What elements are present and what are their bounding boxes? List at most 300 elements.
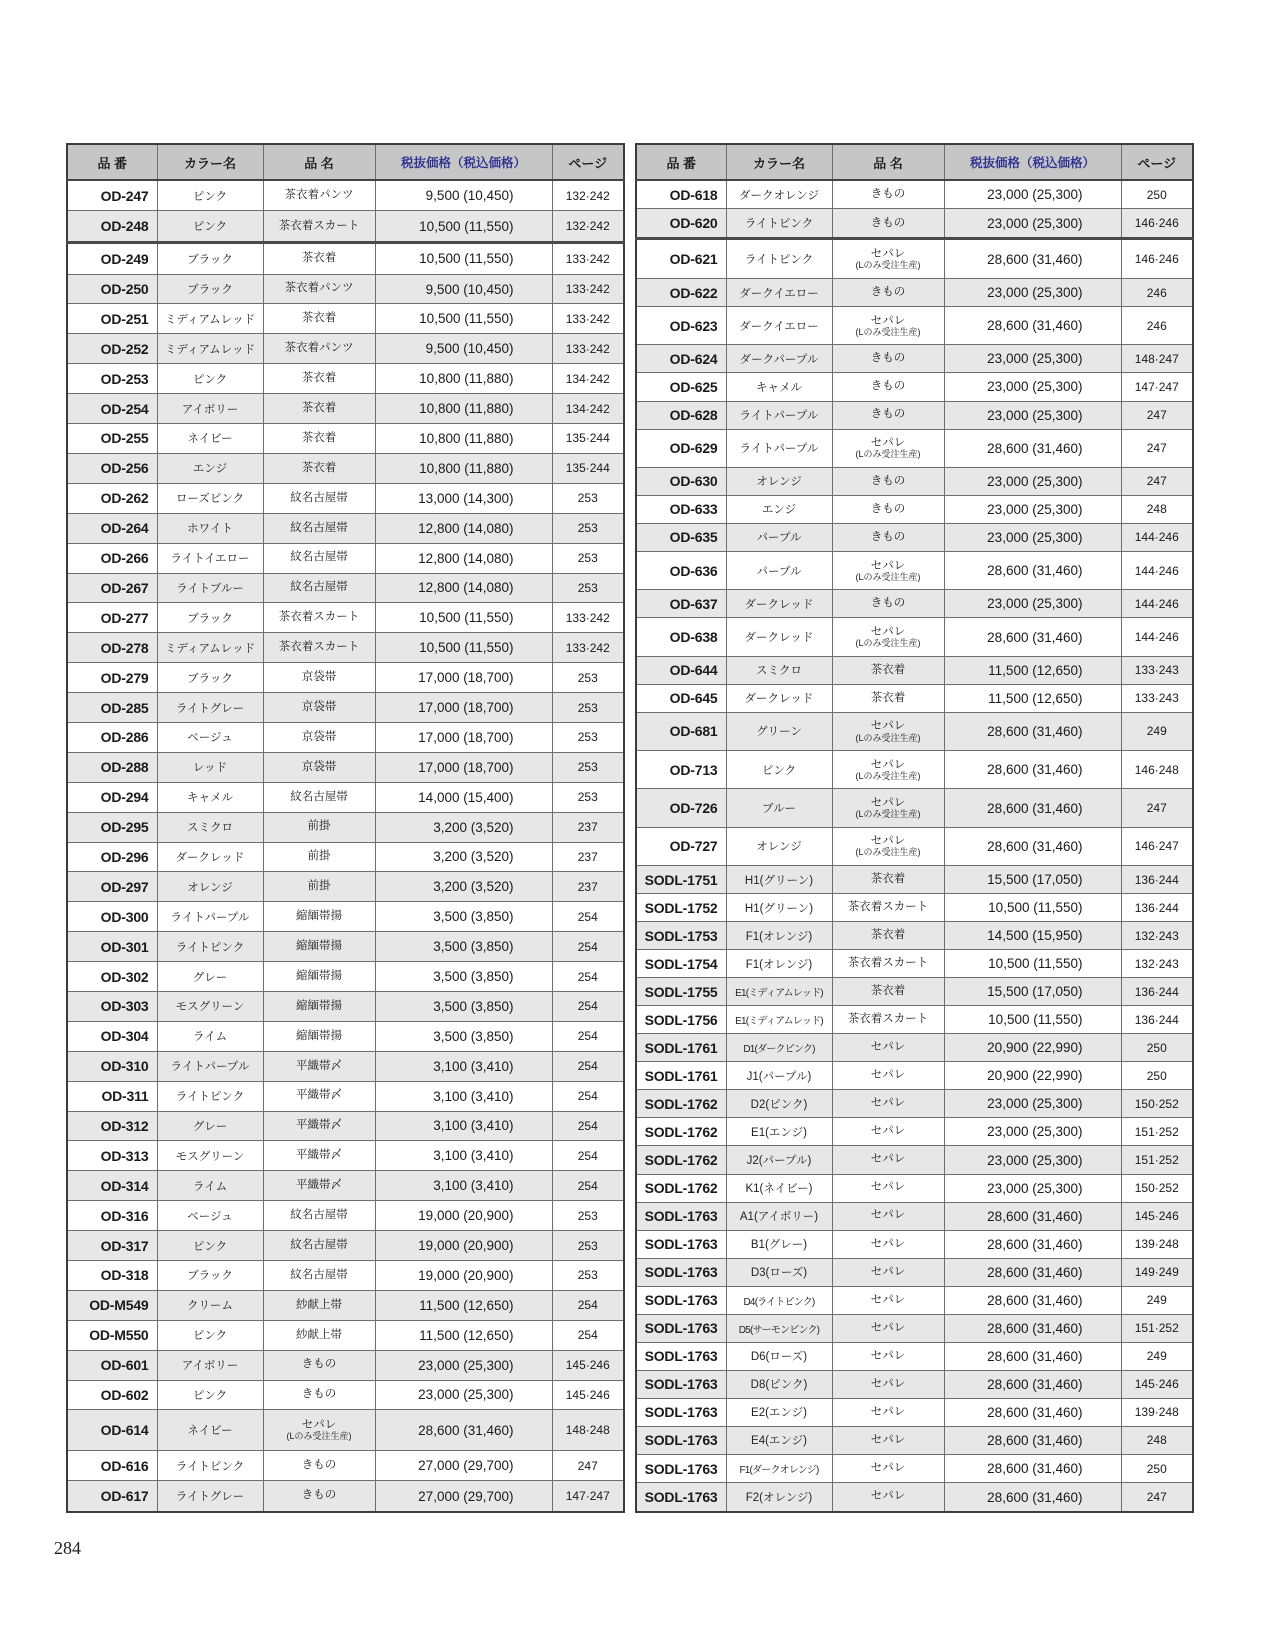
product-number: OD-638 [636, 618, 726, 656]
color-name: ネイビー [157, 1410, 263, 1451]
color-name: ライトピンク [157, 1081, 263, 1111]
product-number: OD-681 [636, 712, 726, 750]
product-name: 茶衣着 [263, 394, 375, 424]
table-row [636, 1146, 1193, 1174]
price-value: 23,000 (25,300) [375, 1380, 552, 1410]
color-name: B1(グレー) [726, 1230, 832, 1258]
color-name: エンジ [157, 453, 263, 483]
page-reference: 249 [1121, 712, 1193, 750]
product-number: SODL-1752 [636, 894, 726, 922]
product-name: セパレ [832, 1202, 944, 1230]
page-reference: 151·252 [1121, 1314, 1193, 1342]
product-name: 縮緬帯揚 [263, 962, 375, 992]
product-number: OD-310 [67, 1051, 157, 1081]
color-name: ライトイエロー [157, 543, 263, 573]
table-row [67, 334, 624, 364]
table-row [636, 307, 1193, 345]
page-reference: 249 [1121, 1342, 1193, 1370]
color-name: E1(エンジ) [726, 1118, 832, 1146]
table-row [636, 1370, 1193, 1398]
table-row [67, 304, 624, 334]
product-number: OD-266 [67, 543, 157, 573]
column-header-price: 税抜価格（税込価格） [375, 144, 552, 180]
product-name: セパレ [832, 1034, 944, 1062]
price-value: 28,600 (31,460) [944, 827, 1121, 865]
color-name: ライム [157, 1171, 263, 1201]
table-row [67, 1410, 624, 1451]
table-header-row [636, 144, 1193, 180]
page-reference: 135·244 [552, 424, 624, 454]
price-value: 19,000 (20,900) [375, 1231, 552, 1261]
page-reference: 254 [552, 991, 624, 1021]
price-value: 3,500 (3,850) [375, 1021, 552, 1051]
page-number: 284 [54, 1538, 81, 1558]
page-reference: 254 [552, 962, 624, 992]
price-value: 20,900 (22,990) [944, 1062, 1121, 1090]
price-value: 14,000 (15,400) [375, 782, 552, 812]
page-reference: 146·247 [1121, 827, 1193, 865]
price-value: 3,500 (3,850) [375, 932, 552, 962]
page-reference: 253 [552, 573, 624, 603]
product-number: OD-637 [636, 590, 726, 618]
price-value: 12,800 (14,080) [375, 543, 552, 573]
product-number: OD-254 [67, 394, 157, 424]
price-value: 28,600 (31,460) [944, 1314, 1121, 1342]
column-header-color-name: カラー名 [726, 144, 832, 180]
table-row [67, 932, 624, 962]
price-value: 3,500 (3,850) [375, 962, 552, 992]
color-name: レッド [157, 752, 263, 782]
product-name: 紗献上帯 [263, 1320, 375, 1350]
color-name: ミディアムレッド [157, 334, 263, 364]
product-number: SODL-1761 [636, 1062, 726, 1090]
page-reference: 247 [1121, 401, 1193, 429]
price-value: 28,600 (31,460) [944, 239, 1121, 279]
product-name: きもの [263, 1451, 375, 1481]
color-name: ネイビー [157, 424, 263, 454]
table-row [67, 722, 624, 752]
table-row [636, 789, 1193, 827]
product-number: OD-726 [636, 789, 726, 827]
table-row [636, 751, 1193, 789]
product-number: SODL-1753 [636, 922, 726, 950]
product-name: 茶衣着 [263, 242, 375, 274]
product-name: 紋名古屋帯 [263, 1201, 375, 1231]
color-name: ベージュ [157, 1201, 263, 1231]
page-reference: 134·242 [552, 364, 624, 394]
color-name: ブルー [726, 789, 832, 827]
price-value: 28,600 (31,460) [944, 1202, 1121, 1230]
page-reference: 253 [552, 1231, 624, 1261]
page-reference: 133·242 [552, 633, 624, 663]
product-number: OD-253 [67, 364, 157, 394]
table-row [67, 902, 624, 932]
product-name: 茶衣着 [832, 978, 944, 1006]
product-number: OD-296 [67, 842, 157, 872]
table-row [67, 1260, 624, 1290]
price-value: 11,500 (12,650) [944, 684, 1121, 712]
color-name: ミディアムレッド [157, 633, 263, 663]
color-name: キャメル [157, 782, 263, 812]
page-reference: 133·242 [552, 242, 624, 274]
product-name: 縮緬帯揚 [263, 902, 375, 932]
product-number: SODL-1763 [636, 1483, 726, 1512]
page-reference: 149·249 [1121, 1258, 1193, 1286]
product-name: セパレ [832, 1090, 944, 1118]
table-row [636, 590, 1193, 618]
price-value: 23,000 (25,300) [944, 1174, 1121, 1202]
price-value: 28,600 (31,460) [944, 751, 1121, 789]
product-number: SODL-1762 [636, 1090, 726, 1118]
product-name: きもの [263, 1481, 375, 1512]
page-reference: 253 [552, 722, 624, 752]
price-value: 28,600 (31,460) [944, 1398, 1121, 1426]
price-value: 17,000 (18,700) [375, 722, 552, 752]
color-name: ベージュ [157, 722, 263, 752]
product-number: SODL-1763 [636, 1314, 726, 1342]
product-name: きもの [832, 523, 944, 551]
table-row [67, 364, 624, 394]
page-reference: 132·243 [1121, 950, 1193, 978]
product-number: OD-301 [67, 932, 157, 962]
page-reference: 253 [552, 513, 624, 543]
product-number: OD-621 [636, 239, 726, 279]
table-row [636, 712, 1193, 750]
page-reference: 139·248 [1121, 1398, 1193, 1426]
price-value: 3,100 (3,410) [375, 1171, 552, 1201]
table-row [67, 872, 624, 902]
price-value: 23,000 (25,300) [944, 495, 1121, 523]
product-number: OD-311 [67, 1081, 157, 1111]
price-value: 15,500 (17,050) [944, 866, 1121, 894]
product-number: OD-313 [67, 1141, 157, 1171]
product-number: OD-625 [636, 373, 726, 401]
price-value: 28,600 (31,460) [944, 1230, 1121, 1258]
product-name: 茶衣着スカート [263, 603, 375, 633]
color-name: オレンジ [157, 872, 263, 902]
product-name: 紋名古屋帯 [263, 483, 375, 513]
page-reference: 253 [552, 543, 624, 573]
product-name: 茶衣着パンツ [263, 274, 375, 304]
price-value: 12,800 (14,080) [375, 573, 552, 603]
table-row [636, 1174, 1193, 1202]
table-row [636, 1314, 1193, 1342]
color-name: ピンク [157, 211, 263, 243]
product-number: SODL-1763 [636, 1455, 726, 1483]
price-value: 10,500 (11,550) [375, 242, 552, 274]
color-name: ダークオレンジ [726, 180, 832, 209]
color-name: オレンジ [726, 467, 832, 495]
product-number: SODL-1762 [636, 1118, 726, 1146]
product-number: OD-295 [67, 812, 157, 842]
color-name: A1(アイボリー) [726, 1202, 832, 1230]
product-number: SODL-1751 [636, 866, 726, 894]
page-reference: 237 [552, 812, 624, 842]
table-row [636, 827, 1193, 865]
column-header-color-name: カラー名 [157, 144, 263, 180]
product-name: きもの [832, 209, 944, 239]
product-number: OD-288 [67, 752, 157, 782]
page-reference: 254 [552, 1051, 624, 1081]
price-value: 10,800 (11,880) [375, 453, 552, 483]
color-name: キャメル [726, 373, 832, 401]
table-row [67, 1231, 624, 1261]
page-reference: 139·248 [1121, 1230, 1193, 1258]
color-name: J2(パープル) [726, 1146, 832, 1174]
color-name: アイボリー [157, 1350, 263, 1380]
table-row [636, 279, 1193, 307]
price-value: 23,000 (25,300) [944, 345, 1121, 373]
color-name: K1(ネイビー) [726, 1174, 832, 1202]
page-reference: 253 [552, 693, 624, 723]
product-name: 茶衣着 [832, 684, 944, 712]
table-row [636, 978, 1193, 1006]
color-name: D3(ローズ) [726, 1258, 832, 1286]
table-row [636, 1090, 1193, 1118]
color-name: E1(ミディアムレッド) [726, 1006, 832, 1034]
product-name: セパレ (Lのみ受注生産) [832, 712, 944, 750]
product-number: OD-317 [67, 1231, 157, 1261]
table-row [67, 543, 624, 573]
color-name: クリーム [157, 1290, 263, 1320]
page-reference: 151·252 [1121, 1118, 1193, 1146]
product-name: 茶衣着パンツ [263, 334, 375, 364]
price-table-left [66, 143, 625, 1513]
product-name: セパレ (Lのみ受注生産) [832, 618, 944, 656]
color-name: ミディアムレッド [157, 304, 263, 334]
price-value: 20,900 (22,990) [944, 1034, 1121, 1062]
page-reference: 133·243 [1121, 684, 1193, 712]
price-table-right [635, 143, 1194, 1513]
color-name: E4(エンジ) [726, 1426, 832, 1454]
product-number: SODL-1756 [636, 1006, 726, 1034]
order-note: (Lのみ受注生産) [855, 770, 921, 781]
product-number: SODL-1755 [636, 978, 726, 1006]
product-number: OD-312 [67, 1111, 157, 1141]
product-number: OD-629 [636, 429, 726, 467]
table-row [636, 1118, 1193, 1146]
page-reference: 247 [1121, 467, 1193, 495]
color-name: ピンク [157, 180, 263, 211]
product-number: OD-279 [67, 663, 157, 693]
table-row [636, 467, 1193, 495]
table-row [67, 424, 624, 454]
table-row [67, 1481, 624, 1512]
color-name: ライトピンク [726, 209, 832, 239]
color-name: パープル [726, 552, 832, 590]
color-name: ピンク [157, 1320, 263, 1350]
table-row [67, 1141, 624, 1171]
price-value: 10,800 (11,880) [375, 364, 552, 394]
table-row [636, 523, 1193, 551]
table-row [67, 513, 624, 543]
product-number: OD-247 [67, 180, 157, 211]
table-row [67, 663, 624, 693]
page-reference: 136·244 [1121, 978, 1193, 1006]
product-name: 茶衣着スカート [832, 1006, 944, 1034]
color-name: ライトパープル [726, 401, 832, 429]
page-reference: 133·243 [1121, 656, 1193, 684]
product-number: OD-M549 [67, 1290, 157, 1320]
product-number: OD-617 [67, 1481, 157, 1512]
table-row [67, 394, 624, 424]
color-name: ピンク [726, 751, 832, 789]
table-row [67, 633, 624, 663]
product-number: OD-614 [67, 1410, 157, 1451]
price-value: 10,500 (11,550) [375, 603, 552, 633]
price-value: 27,000 (29,700) [375, 1481, 552, 1512]
product-name: 紋名古屋帯 [263, 543, 375, 573]
page-reference: 145·246 [1121, 1370, 1193, 1398]
table-row [67, 1111, 624, 1141]
color-name: ライトパープル [726, 429, 832, 467]
product-number: OD-251 [67, 304, 157, 334]
product-name: 紋名古屋帯 [263, 782, 375, 812]
page-reference: 132·242 [552, 180, 624, 211]
product-name: セパレ [832, 1286, 944, 1314]
price-value: 23,000 (25,300) [944, 1146, 1121, 1174]
product-name: 前掛 [263, 842, 375, 872]
product-number: OD-294 [67, 782, 157, 812]
page-reference: 145·246 [552, 1380, 624, 1410]
product-name: 前掛 [263, 812, 375, 842]
color-name: ライトグレー [157, 1481, 263, 1512]
price-value: 9,500 (10,450) [375, 274, 552, 304]
price-value: 23,000 (25,300) [944, 373, 1121, 401]
color-name: モスグリーン [157, 991, 263, 1021]
product-name: 平織帯〆 [263, 1141, 375, 1171]
product-number: OD-727 [636, 827, 726, 865]
page-reference: 134·242 [552, 394, 624, 424]
order-note: (Lのみ受注生産) [286, 1431, 352, 1442]
product-name: セパレ (Lのみ受注生産) [832, 827, 944, 865]
table-row [67, 242, 624, 274]
page-reference: 253 [552, 782, 624, 812]
product-name: 平織帯〆 [263, 1111, 375, 1141]
product-number: OD-248 [67, 211, 157, 243]
table-row [636, 1455, 1193, 1483]
table-header-row [67, 144, 624, 180]
color-name: ローズピンク [157, 483, 263, 513]
color-name: パープル [726, 523, 832, 551]
color-name: ライトブルー [157, 573, 263, 603]
price-value: 28,600 (31,460) [944, 618, 1121, 656]
product-name: きもの [832, 590, 944, 618]
color-name: ホワイト [157, 513, 263, 543]
page-reference: 249 [1121, 1286, 1193, 1314]
product-name: 京袋帯 [263, 663, 375, 693]
color-name: グレー [157, 962, 263, 992]
table-row [636, 429, 1193, 467]
product-number: OD-633 [636, 495, 726, 523]
price-value: 10,800 (11,880) [375, 424, 552, 454]
page-reference: 144·246 [1121, 618, 1193, 656]
product-number: OD-304 [67, 1021, 157, 1051]
table-row [636, 345, 1193, 373]
price-value: 17,000 (18,700) [375, 693, 552, 723]
page-reference: 248 [1121, 495, 1193, 523]
table-row [67, 1290, 624, 1320]
product-name: きもの [832, 373, 944, 401]
product-name: きもの [832, 345, 944, 373]
table-row [636, 495, 1193, 523]
page-reference: 150·252 [1121, 1090, 1193, 1118]
price-value: 28,600 (31,460) [944, 552, 1121, 590]
color-name: E1(ミディアムレッド) [726, 978, 832, 1006]
product-number: OD-314 [67, 1171, 157, 1201]
table-row [67, 1021, 624, 1051]
product-number: SODL-1763 [636, 1398, 726, 1426]
product-number: OD-252 [67, 334, 157, 364]
color-name: ブラック [157, 1260, 263, 1290]
price-value: 28,600 (31,460) [944, 1258, 1121, 1286]
product-name: セパレ [832, 1258, 944, 1286]
product-name: きもの [263, 1380, 375, 1410]
table-row [636, 1342, 1193, 1370]
table-row [636, 552, 1193, 590]
color-name: D4(ライトピンク) [726, 1286, 832, 1314]
product-number: OD-616 [67, 1451, 157, 1481]
page-reference: 144·246 [1121, 523, 1193, 551]
column-header-product-name: 品 名 [263, 144, 375, 180]
page-reference: 248 [1121, 1426, 1193, 1454]
price-value: 23,000 (25,300) [944, 209, 1121, 239]
product-name: 平織帯〆 [263, 1171, 375, 1201]
page-reference: 254 [552, 1141, 624, 1171]
product-name: 平織帯〆 [263, 1081, 375, 1111]
price-value: 10,500 (11,550) [944, 894, 1121, 922]
product-number: OD-623 [636, 307, 726, 345]
product-name: きもの [832, 495, 944, 523]
product-number: OD-250 [67, 274, 157, 304]
product-number: OD-M550 [67, 1320, 157, 1350]
color-name: ダークパープル [726, 345, 832, 373]
color-name: D1(ダークピンク) [726, 1034, 832, 1062]
product-number: OD-636 [636, 552, 726, 590]
page-reference: 250 [1121, 1062, 1193, 1090]
color-name: ダークレッド [726, 590, 832, 618]
color-name: ダークレッド [157, 842, 263, 872]
product-name: きもの [832, 401, 944, 429]
price-value: 14,500 (15,950) [944, 922, 1121, 950]
color-name: グリーン [726, 712, 832, 750]
color-name: D2(ピンク) [726, 1090, 832, 1118]
product-number: OD-264 [67, 513, 157, 543]
table-row [67, 1051, 624, 1081]
price-value: 19,000 (20,900) [375, 1201, 552, 1231]
page-reference: 133·242 [552, 603, 624, 633]
table-row [67, 453, 624, 483]
color-name: ピンク [157, 1231, 263, 1261]
color-name: H1(グリーン) [726, 894, 832, 922]
product-name: 茶衣着 [832, 656, 944, 684]
column-header-product-name: 品 名 [832, 144, 944, 180]
price-value: 23,000 (25,300) [944, 1118, 1121, 1146]
table-row [67, 991, 624, 1021]
product-name: セパレ [832, 1146, 944, 1174]
product-number: OD-713 [636, 751, 726, 789]
price-value: 28,600 (31,460) [944, 712, 1121, 750]
table-row [636, 373, 1193, 401]
product-name: 茶衣着 [832, 866, 944, 894]
table-row [67, 752, 624, 782]
color-name: ライトピンク [157, 932, 263, 962]
page-reference: 146·248 [1121, 751, 1193, 789]
product-number: OD-297 [67, 872, 157, 902]
product-number: OD-303 [67, 991, 157, 1021]
price-value: 9,500 (10,450) [375, 334, 552, 364]
price-value: 9,500 (10,450) [375, 180, 552, 211]
